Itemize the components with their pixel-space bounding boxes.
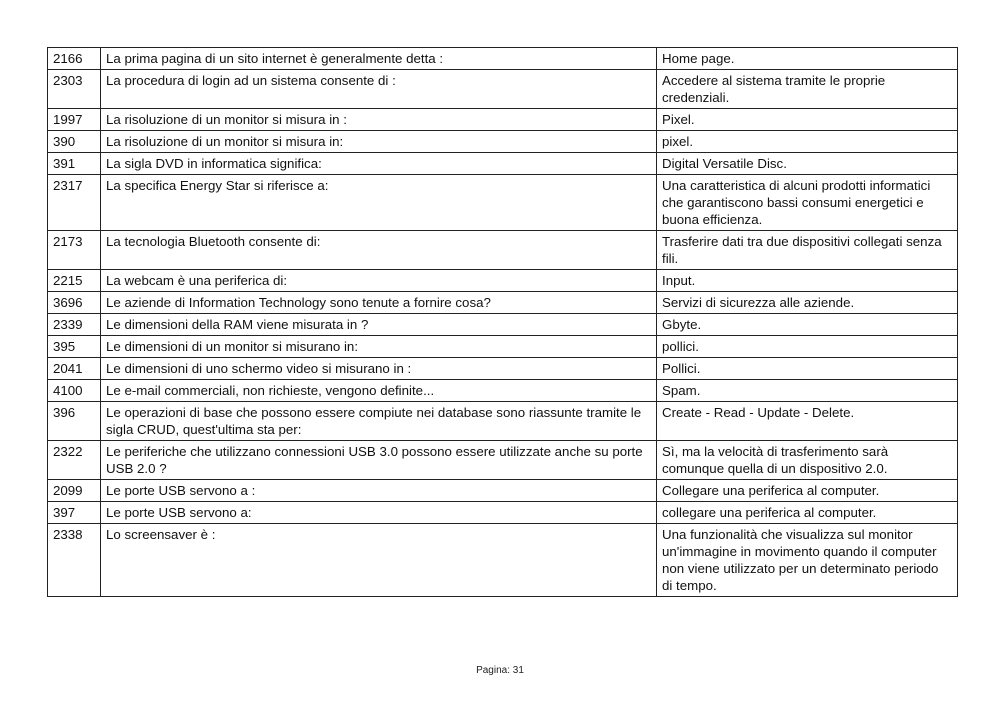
- answer-text-cell: Accedere al sistema tramite le proprie credenziali.: [657, 70, 958, 109]
- table-row: [48, 70, 958, 109]
- table-row: [48, 314, 958, 336]
- question-id-cell: 395: [48, 336, 101, 358]
- answer-text-cell: Pollici.: [657, 358, 958, 380]
- question-id-cell: 2173: [48, 231, 101, 270]
- answer-text-cell: Create - Read - Update - Delete.: [657, 402, 958, 441]
- question-text-cell: Le aziende di Information Technology sono tenute a fornire cosa?: [101, 292, 657, 314]
- question-id-cell: 2339: [48, 314, 101, 336]
- answer-text-cell: Home page.: [657, 48, 958, 70]
- table-row: [48, 175, 958, 231]
- answer-text-cell: pixel.: [657, 131, 958, 153]
- answer-text-cell: Spam.: [657, 380, 958, 402]
- question-id-cell: 390: [48, 131, 101, 153]
- table-row: [48, 480, 958, 502]
- question-text-cell: La prima pagina di un sito internet è generalmente detta :: [101, 48, 657, 70]
- answer-text-cell: Sì, ma la velocità di trasferimento sarà comunque quella di un dispositivo 2.0.: [657, 441, 958, 480]
- question-text-cell: Le e-mail commerciali, non richieste, vengono definite...: [101, 380, 657, 402]
- answer-text-cell: Pixel.: [657, 109, 958, 131]
- answer-text-cell: Gbyte.: [657, 314, 958, 336]
- question-text-cell: Le porte USB servono a:: [101, 502, 657, 524]
- question-text-cell: La risoluzione di un monitor si misura in :: [101, 109, 657, 131]
- table-row: [48, 109, 958, 131]
- question-table: [47, 47, 958, 597]
- question-id-cell: 3696: [48, 292, 101, 314]
- question-id-cell: 396: [48, 402, 101, 441]
- answer-text-cell: Una caratteristica di alcuni prodotti informatici che garantiscono bassi consumi energetici e buona efficienza.: [657, 175, 958, 231]
- question-id-cell: 2338: [48, 524, 101, 597]
- question-text-cell: La procedura di login ad un sistema consente di :: [101, 70, 657, 109]
- question-id-cell: 1997: [48, 109, 101, 131]
- answer-text-cell: Input.: [657, 270, 958, 292]
- page-footer: Pagina: 31: [476, 665, 524, 676]
- question-text-cell: Le operazioni di base che possono essere compiute nei database sono riassunte tramite le sigla CRUD, quest'ultima sta per:: [101, 402, 657, 441]
- question-id-cell: 2303: [48, 70, 101, 109]
- table-row: [48, 502, 958, 524]
- table-row: [48, 292, 958, 314]
- table-row: [48, 153, 958, 175]
- table-row: [48, 358, 958, 380]
- question-id-cell: 2099: [48, 480, 101, 502]
- question-text-cell: La tecnologia Bluetooth consente di:: [101, 231, 657, 270]
- question-id-cell: 2322: [48, 441, 101, 480]
- question-text-cell: Le porte USB servono a :: [101, 480, 657, 502]
- table-row: [48, 131, 958, 153]
- question-id-cell: 2166: [48, 48, 101, 70]
- question-text-cell: La webcam è una periferica di:: [101, 270, 657, 292]
- answer-text-cell: Una funzionalità che visualizza sul monitor un'immagine in movimento quando il computer non viene utilizzato per un determinato periodo di tempo.: [657, 524, 958, 597]
- answer-text-cell: Digital Versatile Disc.: [657, 153, 958, 175]
- question-text-cell: La sigla DVD in informatica significa:: [101, 153, 657, 175]
- table-row: [48, 380, 958, 402]
- question-id-cell: 397: [48, 502, 101, 524]
- question-text-cell: Lo screensaver è :: [101, 524, 657, 597]
- table-row: [48, 270, 958, 292]
- question-text-cell: La risoluzione di un monitor si misura in:: [101, 131, 657, 153]
- question-text-cell: Le dimensioni di uno schermo video si misurano in :: [101, 358, 657, 380]
- table-row: [48, 402, 958, 441]
- table-row: [48, 336, 958, 358]
- question-table-body: [48, 48, 958, 597]
- table-row: [48, 441, 958, 480]
- answer-text-cell: collegare una periferica al computer.: [657, 502, 958, 524]
- question-id-cell: 2317: [48, 175, 101, 231]
- answer-text-cell: pollici.: [657, 336, 958, 358]
- answer-text-cell: Collegare una periferica al computer.: [657, 480, 958, 502]
- question-id-cell: 391: [48, 153, 101, 175]
- answer-text-cell: Trasferire dati tra due dispositivi collegati senza fili.: [657, 231, 958, 270]
- table-row: [48, 524, 958, 597]
- table-row: [48, 48, 958, 70]
- question-id-cell: 4100: [48, 380, 101, 402]
- question-text-cell: La specifica Energy Star si riferisce a:: [101, 175, 657, 231]
- question-text-cell: Le dimensioni di un monitor si misurano in:: [101, 336, 657, 358]
- question-id-cell: 2041: [48, 358, 101, 380]
- question-text-cell: Le periferiche che utilizzano connessioni USB 3.0 possono essere utilizzate anche su porte USB 2.0 ?: [101, 441, 657, 480]
- table-row: [48, 231, 958, 270]
- question-id-cell: 2215: [48, 270, 101, 292]
- question-text-cell: Le dimensioni della RAM viene misurata in ?: [101, 314, 657, 336]
- answer-text-cell: Servizi di sicurezza alle aziende.: [657, 292, 958, 314]
